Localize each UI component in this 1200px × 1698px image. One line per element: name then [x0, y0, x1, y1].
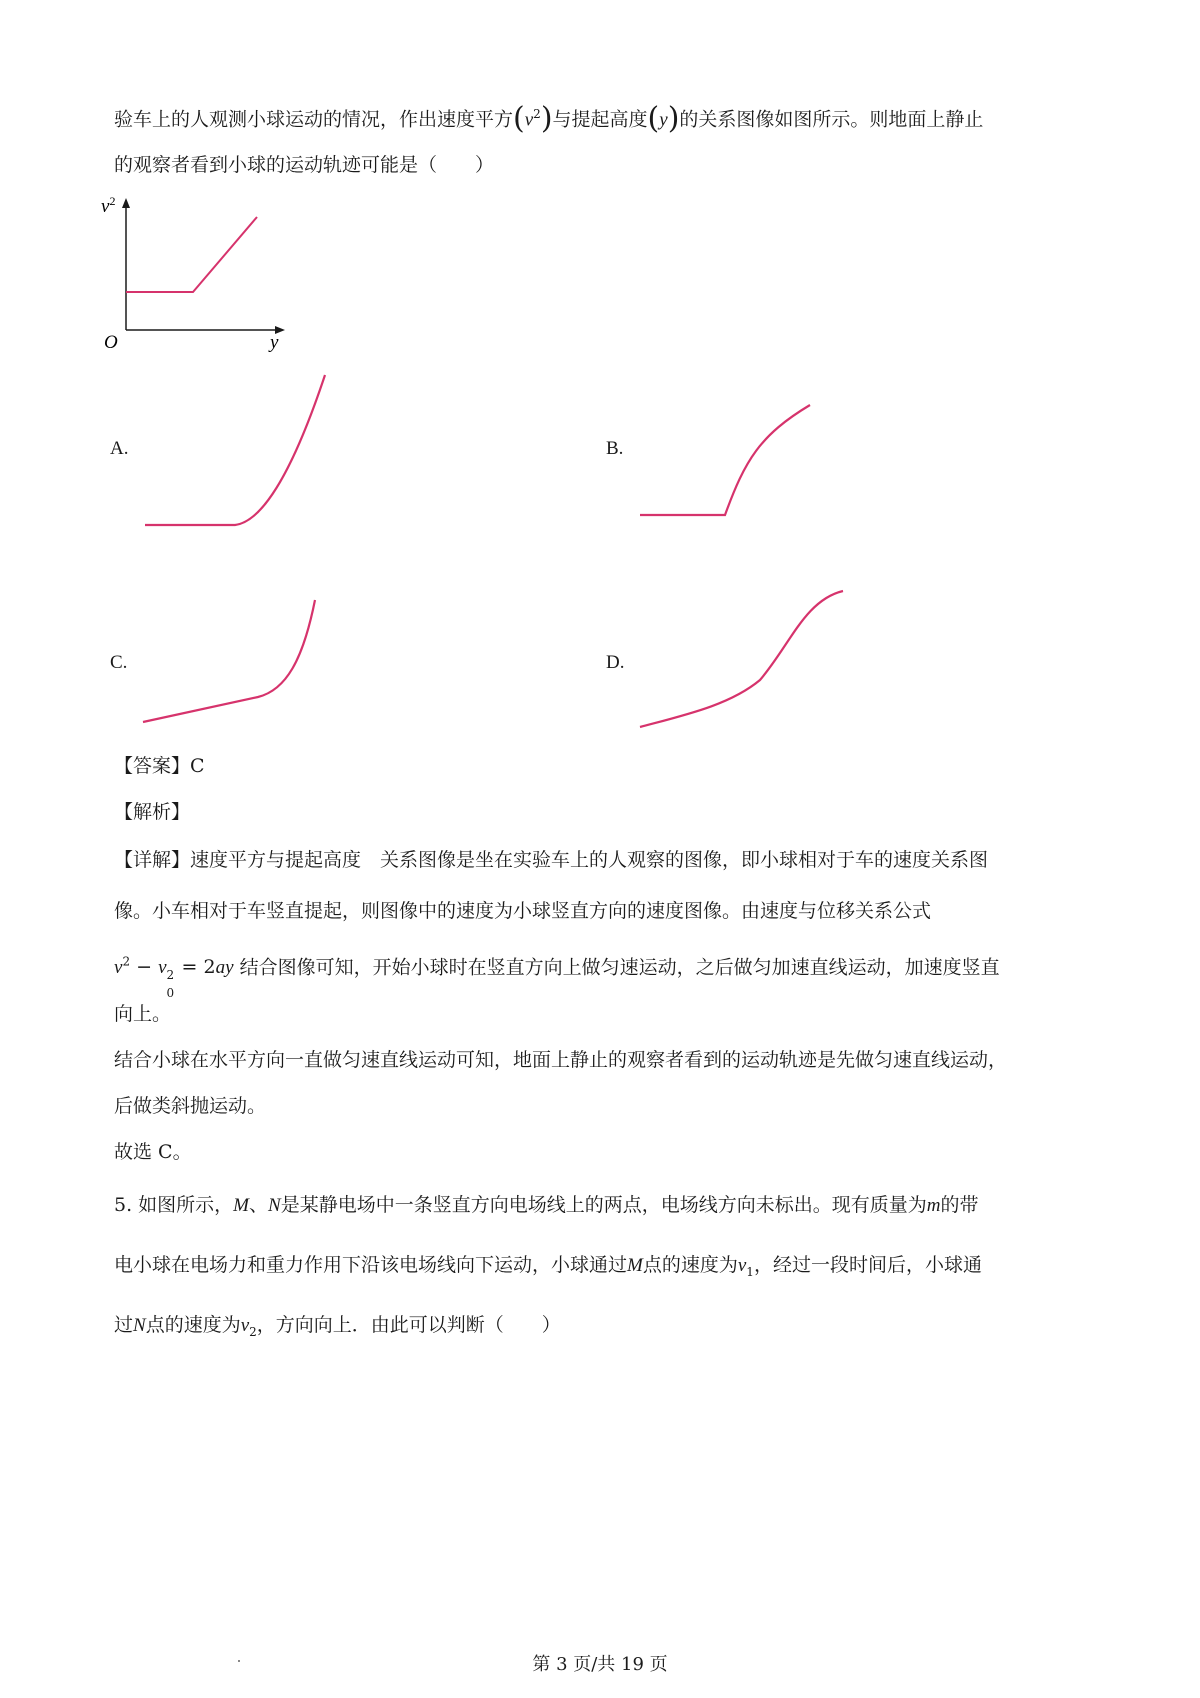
- option-d-trajectory[interactable]: [635, 585, 855, 735]
- detail-line-5: 结合小球在水平方向一直做匀速直线运动可知，地面上静止的观察者看到的运动轨迹是先做匀速直线运动，: [114, 1049, 1008, 1071]
- analysis-label: 【解析】: [114, 801, 191, 823]
- option-c-label[interactable]: C.: [110, 652, 128, 673]
- trajectory-curve-d: [640, 591, 843, 727]
- detail-text: 结合图像可知，开始小球时在竖直方向上做匀速运动，之后做匀加速直线运动，加速度竖直: [239, 956, 1000, 979]
- question5-line-1: 5. 如图所示，M、N是某静电场中一条竖直方向电场线上的两点，电场线方向未标出。现有质量为m的带: [114, 1194, 979, 1216]
- stem-text: 的观察者看到小球的运动轨迹可能是（ ）: [114, 154, 495, 176]
- trajectory-curve-a: [145, 375, 325, 525]
- trajectory-curve-c: [143, 600, 315, 722]
- question-stem-line-1: 验车上的人观测小球运动的情况，作出速度平方$(v^2)$与提起高度(y)的关系图像如图所示。则地面上静止: [114, 101, 984, 137]
- answer-value: C: [190, 755, 205, 777]
- option-b-trajectory[interactable]: [635, 380, 835, 525]
- v2-y-graph: [95, 195, 315, 365]
- answer-label: 【答案】: [114, 755, 191, 777]
- detail-line-6: 后做类斜抛运动。: [114, 1095, 267, 1117]
- origin-label: O: [104, 332, 118, 353]
- option-a-label[interactable]: A.: [110, 438, 129, 459]
- v-symbol: v: [524, 109, 534, 131]
- detail-line-7: 故选 C。: [114, 1141, 192, 1163]
- v2-curve: [126, 217, 257, 292]
- question-stem-line-2: [114, 151, 494, 179]
- option-c-trajectory[interactable]: [138, 595, 338, 730]
- answer-line: [114, 752, 205, 780]
- detail-line-2: 像。小车相对于车竖直提起，则图像中的速度为小球竖直方向的速度图像。由速度与位移关系公式: [114, 900, 932, 922]
- detail-line-4: 向上。: [114, 1003, 172, 1025]
- kinematic-formula: $v^2 - v$ 2 0 = 2ay: [114, 955, 234, 1001]
- question5-line-3: 过N点的速度为$v_2$，方向向上．由此可以判断（ ）: [114, 1314, 561, 1339]
- square-exponent: 2: [533, 107, 541, 121]
- option-a-trajectory[interactable]: [140, 370, 340, 535]
- trajectory-curve-b: [640, 405, 810, 515]
- y-axis-arrow: [122, 198, 130, 208]
- y-axis-label: $v^2$: [101, 195, 116, 217]
- y-symbol: y: [659, 109, 668, 131]
- detail-line-1: 【详解】速度平方与提起高度 关系图像是坐在实验车上的人观察的图像，即小球相对于车的速度关系图: [114, 849, 989, 871]
- option-b-label[interactable]: B.: [606, 438, 624, 459]
- detail-line-3: [114, 948, 1000, 1001]
- x-axis-label: y: [270, 332, 279, 353]
- question5-line-2: 电小球在电场力和重力作用下沿该电场线向下运动，小球通过M点的速度为$v_1$，经过一段时间后，小球通: [114, 1254, 982, 1279]
- stem-text: 与提起高度: [552, 108, 648, 131]
- stem-text: 的关系图像如图所示。则地面上静止: [679, 108, 984, 131]
- page-footer: 第 3 页/共 19 页: [532, 1654, 668, 1675]
- stem-text: 验车上的人观测小球运动的情况，作出速度平方: [114, 108, 514, 131]
- option-d-label[interactable]: D.: [606, 652, 625, 673]
